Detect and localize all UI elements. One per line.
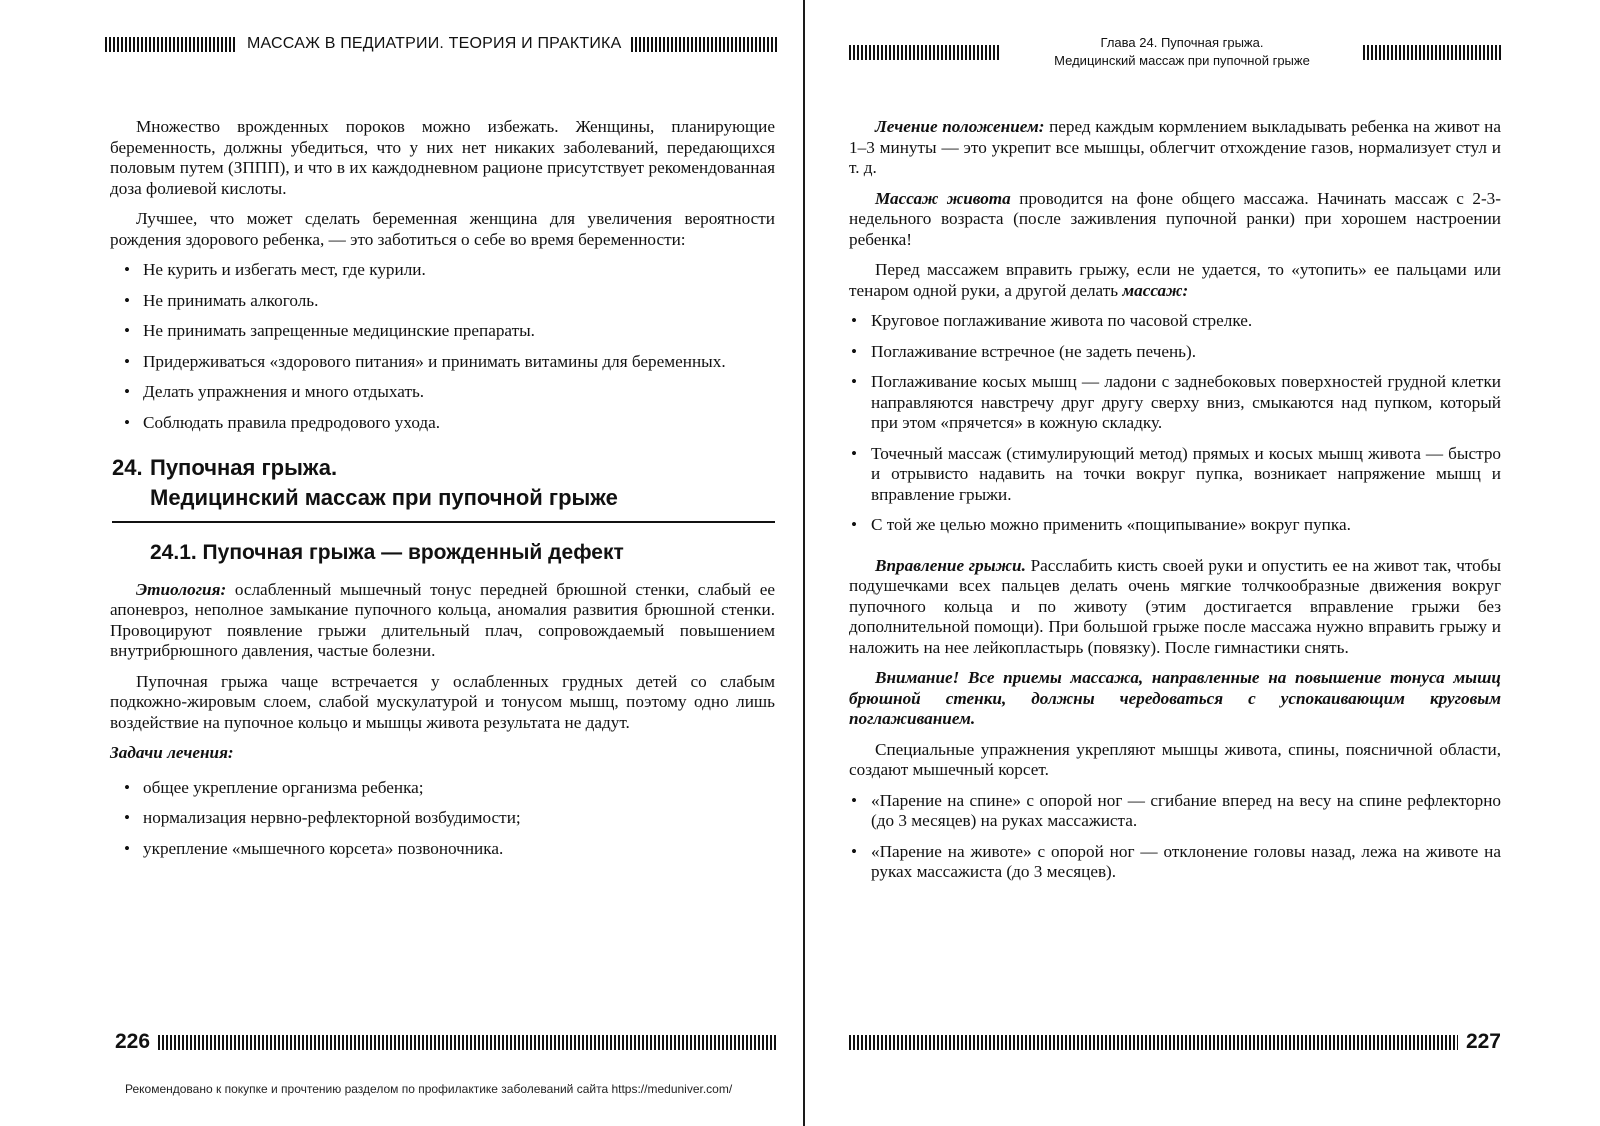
before-massage-text: Перед массажем вправить грыжу, если не удается, то «утопить» ее пальцами или тенаром одной руки, а другой делать — [849, 260, 1501, 300]
paragraph: Пупочная грыжа чаще встречается у ослабленных грудных детей со слабым подкожно-жировым слоем, слабой мускулатурой и тонусом мышц, поэтому одно лишь воздействие на пупочное кольцо и мышцы живота результата не дадут. — [110, 671, 775, 732]
chapter-title-line1: Пупочная грыжа. — [150, 455, 338, 480]
left-page — [0, 0, 800, 1085]
site-recommendation-note: Рекомендовано к покупке и прочтению разделом по профилактике заболеваний сайта https://meduniver.com/ — [125, 1082, 733, 1096]
decorative-bars — [1363, 45, 1501, 60]
running-head — [849, 34, 1501, 70]
chapter-title-line2: Медицинский массаж при пупочной грыже — [150, 485, 618, 510]
before-massage-paragraph — [849, 260, 1501, 301]
hernia-reduction-paragraph — [849, 556, 1501, 659]
list-item: • Поглаживание косых мышц — ладони с заднебоковых поверхностей грудной клетки направляются навстречу друг другу сверху вниз, смыкаются над пупком, который при этом «прячется» в кожную складку. — [849, 372, 1501, 434]
paragraph: Специальные упражнения укрепляют мышцы живота, спины, поясничной области, создают мышечный корсет. — [849, 739, 1501, 779]
list-item: • Точечный массаж (стимулирующий метод) прямых и косых мышц живота — быстро и отрывисто надавить на точки вокруг пупка, возникает напряжение мышц и вправление грыжи. — [849, 444, 1501, 506]
list-item: • Круговое поглаживание живота по часовой стрелке. — [849, 311, 1501, 332]
tasks-heading-text: Задачи лечения: — [110, 743, 234, 762]
etiology-text: ослабленный мышечный тонус передней брюшной стенки, слабый ее апоневроз, неполное замыкание пупочного кольца, аномалия развития брюшной стенки. Провоцируют появление грыжи длительный плач, сопровождаемый повышением внутрибрюшного давления, частые болезни. — [110, 579, 775, 660]
list-item: • Не принимать запрещенные медицинские препараты. — [110, 321, 775, 342]
list-item: • «Парение на животе» с опорой ног — отклонение головы назад, лежа на животе на руках массажиста (до 3 месяцев). — [849, 842, 1501, 883]
pregnancy-advice-list — [110, 260, 775, 433]
list-item: • нормализация нервно-рефлекторной возбудимости; — [110, 808, 775, 829]
massage-lead: массаж: — [1122, 280, 1189, 300]
left-page-body — [110, 117, 775, 869]
page-footer — [115, 1030, 777, 1054]
exercises-list — [849, 791, 1501, 883]
list-item: • общее укрепление организма ребенка; — [110, 778, 775, 799]
running-head-title — [1011, 34, 1353, 70]
section-title: 24.1. Пупочная грыжа — врожденный дефект — [150, 541, 624, 564]
etiology-paragraph — [110, 580, 775, 662]
decorative-bars — [849, 1035, 1458, 1050]
list-item: • Поглаживание встречное (не задеть печень). — [849, 342, 1501, 363]
etiology-lead: Этиология: — [136, 579, 227, 599]
paragraph: Лучшее, что может сделать беременная женщина для увеличения вероятности рождения здорового ребенка, — это заботиться о себе во время беременности: — [110, 209, 775, 249]
list-item: • С той же целью можно применить «пощипывание» вокруг пупка. — [849, 515, 1501, 536]
warning-note: Внимание! Все приемы массажа, направленные на повышение тонуса мышц брюшной стенки, должны чередоваться с успокаивающим круговым поглаживанием. — [849, 668, 1501, 728]
position-treatment-lead: Лечение положением: — [875, 117, 1045, 136]
running-head-title: МАССАЖ В ПЕДИАТРИИ. ТЕОРИЯ И ПРАКТИКА — [247, 35, 622, 52]
decorative-bars — [631, 37, 777, 52]
treatment-tasks-list — [110, 778, 775, 860]
abdominal-massage-text: проводится на фоне общего массажа. Начинать массаж с 2-3-недельного возраста (после заживления пупочной ранки) при хорошем настроении ребенка! — [849, 188, 1502, 249]
decorative-bars — [158, 1035, 777, 1050]
abdominal-massage-lead: Массаж живота — [875, 188, 1011, 208]
list-item: • Делать упражнения и много отдыхать. — [110, 382, 775, 403]
running-head-line1: Глава 24. Пупочная грыжа. — [1100, 35, 1264, 50]
massage-steps-list — [849, 311, 1501, 536]
page-footer — [849, 1030, 1501, 1054]
running-head — [105, 35, 777, 53]
list-item: • Придерживаться «здорового питания» и принимать витамины для беременных. — [110, 352, 775, 373]
chapter-title — [112, 453, 775, 523]
decorative-bars — [105, 37, 237, 52]
abdominal-massage-paragraph — [849, 189, 1501, 251]
list-item: • «Парение на спине» с опорой ног — сгибание вперед на весу на спине рефлекторно (до 3 месяцев) на руках массажиста. — [849, 791, 1501, 832]
page-number: 227 — [1465, 1030, 1501, 1053]
list-item: • укрепление «мышечного корсета» позвоночника. — [110, 839, 775, 860]
running-head-line2: Медицинский массаж при пупочной грыже — [1054, 53, 1310, 68]
right-page — [805, 0, 1600, 1085]
chapter-number: 24. — [112, 455, 143, 480]
hernia-reduction-text: Расслабить кисть своей руки и опустить ее на живот так, чтобы подушечками всех пальцев делать очень мягкие толчкообразные движения вокруг пупочного кольца и по животу (этим достигается вправление грыжи без дополнительной помощи). При большой грыже после массажа нужно вправить грыжу и наложить на нее лейкопластырь (повязку). После гимнастики снять. — [849, 555, 1502, 657]
list-item: • Не принимать алкоголь. — [110, 291, 775, 312]
right-page-body — [849, 117, 1501, 893]
hernia-reduction-lead: Вправление грыжи. — [875, 555, 1026, 575]
paragraph: Множество врожденных пороков можно избежать. Женщины, планирующие беременность, должны убедиться, что у них нет никаких заболеваний, передающихся половым путем (ЗППП), и что в их каждодневном рационе присутствует рекомендованная доза фолиевой кислоты. — [110, 117, 775, 198]
list-item: • Не курить и избегать мест, где курили. — [110, 260, 775, 281]
page-number: 226 — [115, 1030, 151, 1053]
list-item: • Соблюдать правила предродового ухода. — [110, 413, 775, 434]
position-treatment-text: перед каждым кормлением выкладывать ребенка на живот на 1–3 минуты — это укрепит все мышцы, облегчит отхождение газов, нормализует стул и т. д. — [849, 117, 1501, 177]
tasks-heading — [110, 743, 775, 764]
position-treatment-paragraph — [849, 117, 1501, 179]
decorative-bars — [849, 45, 1001, 60]
